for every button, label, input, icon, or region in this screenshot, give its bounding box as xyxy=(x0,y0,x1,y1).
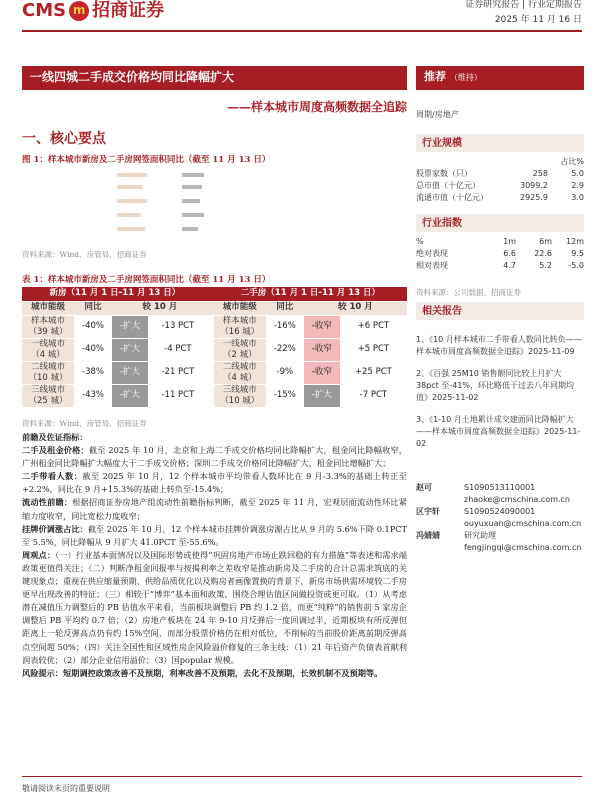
label-indicators: 前瞻及佐证指标： xyxy=(22,432,88,442)
index-source: 资料来源：公司数据、招商证券 xyxy=(416,288,521,297)
cell-vs: -13 PCT xyxy=(148,315,208,338)
analyst-id: S1090524090001 xyxy=(464,507,536,516)
industry-category: 周期/房地产 xyxy=(416,110,459,119)
col-yoy-2: 同比 xyxy=(266,301,304,315)
reports-list xyxy=(416,334,584,460)
text-visits: 截至 2025 年 10 月，12 个样本城市平均带看人数环比在 9 月-3.3%的基础上转正至+2.2%，同比在 9 月+15.3%的基础上转负至-15.4%； xyxy=(22,471,407,495)
cell-vs: +25 PCT xyxy=(340,361,407,384)
cell-city: 二线城市 （10 城） xyxy=(22,361,74,384)
table-row xyxy=(22,338,407,361)
col-city-2: 城市能级 xyxy=(214,301,266,315)
second-header: 二手房（11 月 1 日-11 月 13 日） xyxy=(214,287,407,301)
cell-yoy: -40% xyxy=(74,338,112,361)
col-vs-2: 较 10 月 xyxy=(304,301,407,315)
report-link[interactable]: 2、《百强 25M10 销售额同比较上月扩大 38pct 至-41%，环比略低于过去八年同期均值》2025-11-02 xyxy=(416,369,575,402)
logo-cn: 招商证券 xyxy=(92,0,165,22)
text-listing: 截至 2025 年 10 月，12 个样本城市挂牌价调涨房源占比从 9 月的 5.6%下降 0.1PCT 至 5.5%，同比降幅从 9 月扩大 41.0PCT 至-55.6%。 xyxy=(22,523,407,547)
label-visits: 二手带看人数： xyxy=(22,471,83,482)
figure-chart xyxy=(22,167,407,245)
cell-city: 三线城市 （10 城） xyxy=(214,384,266,407)
cell-city: 二线城市 （4 城） xyxy=(214,361,266,384)
cell-yoy: -16% xyxy=(266,315,304,338)
body-text xyxy=(22,431,407,680)
figure-caption: 图 1：样本城市新房及二手房网签面积同比（截至 11 月 13 日） xyxy=(22,155,271,165)
analyst-email[interactable]: fengjingqi@cmschina.com.cn xyxy=(464,543,582,552)
index-heading: 行业指数 xyxy=(416,214,584,232)
logo-mark-icon: m xyxy=(69,1,89,21)
index-row: 绝对表现 6.6 22.6 9.5 xyxy=(416,248,584,258)
cell-yoy: -38% xyxy=(74,361,112,384)
cell-city: 样本城市 （16 城） xyxy=(214,315,266,338)
analyst-name: 冯婧婧 xyxy=(416,531,440,540)
company-logo xyxy=(22,0,164,22)
header-divider xyxy=(22,30,582,32)
footer-note: 敬请阅读末页的重要说明 xyxy=(22,784,110,793)
col-yoy: 同比 xyxy=(74,301,112,315)
rating-label: 推荐 xyxy=(424,70,446,83)
label-price: 二手及租金价格： xyxy=(22,445,89,456)
col-city: 城市能级 xyxy=(22,301,74,315)
rating-sub: （维持） xyxy=(449,73,482,82)
scale-row: 流通市值（十亿元） 2925.9 3.0 xyxy=(416,192,584,202)
cell-vs: -21 PCT xyxy=(148,361,208,384)
figure-source: 资料来源：Wind、房管局、招商证券 xyxy=(22,250,147,259)
scale-row: 股票家数（只） 258 5.0 xyxy=(416,168,584,178)
footer-divider xyxy=(22,776,582,777)
scale-heading: 行业规模 xyxy=(416,134,584,152)
table-row xyxy=(22,361,407,384)
analyst-name: 赵可 xyxy=(416,483,432,492)
table-caption: 表 1：样本城市新房及二手房网签面积同比（截至 11 月 13 日） xyxy=(22,275,271,285)
rating-band xyxy=(416,66,584,90)
label-risk: 风险提示： xyxy=(22,667,63,678)
cell-trend: -收窄 xyxy=(304,361,340,384)
cell-trend: -扩大 xyxy=(112,315,148,338)
new-header: 新房（11 月 1 日-11 月 13 日） xyxy=(22,287,208,301)
cell-yoy: -15% xyxy=(266,384,304,407)
analyst-list xyxy=(416,482,584,554)
report-date: 2025 年 11 月 16 日 xyxy=(494,14,582,25)
scale-table xyxy=(416,156,584,204)
analyst-name: 区宇轩 xyxy=(416,507,440,516)
table-source: 资料来源：Wind、房管局、招商证券 xyxy=(22,419,147,428)
logo-en: CMS xyxy=(22,0,67,22)
col-vs: 较 10 月 xyxy=(112,301,208,315)
cell-trend: -扩大 xyxy=(112,338,148,361)
analyst-email[interactable]: ouyuxuan@cmschina.com.cn xyxy=(464,519,582,528)
cell-vs: -4 PCT xyxy=(148,338,208,361)
cell-yoy: -22% xyxy=(266,338,304,361)
text-risk: 短期调控政策改善不及预期，利率改善不及预期，去化不及预期，长效机制不及预期等。 xyxy=(62,667,383,678)
cell-city: 样本城市 （39 城） xyxy=(22,315,74,338)
data-table xyxy=(22,287,407,408)
index-row: 相对表现 4.7 5.2 -5.0 xyxy=(416,260,584,270)
section-heading: 一、核心要点 xyxy=(22,131,106,147)
index-table: % 1m 6m 12m 绝对表现 6.6 22.6 9.5 相对表现 4.7 5.2 -5.0 xyxy=(416,236,584,272)
label-weekly: 周观点： xyxy=(22,549,56,560)
figure-bars xyxy=(117,173,204,231)
cell-city: 一线城市 （2 城） xyxy=(214,338,266,361)
label-liquidity: 流动性前瞻： xyxy=(22,497,73,508)
cell-vs: +5 PCT xyxy=(340,338,407,361)
report-type: 证券研究报告 | 行业定期报告 xyxy=(465,0,582,10)
report-link[interactable]: 3、《1-10 月土地累计成交建面同比降幅扩大——样本城市周度高频数据全追踪》2025-11-02 xyxy=(416,415,581,448)
cell-vs: -11 PCT xyxy=(148,384,208,407)
analyst-id: S1090513110001 xyxy=(464,483,536,492)
analyst-id: 研究助理 xyxy=(464,531,496,540)
cell-vs: +6 PCT xyxy=(340,315,407,338)
label-listing: 挂牌价调涨占比： xyxy=(22,523,88,534)
text-weekly: （一）行业基本面情况以及国际形势或使得“巩固房地产市场止跌回稳的有力措施”等表述和需求端政策更值得关注；（二）判断净租金回报率与按揭利率之差收窄是推动新房及二手房的合计总需求筑底的关键现象点；重视在供应缩量预期、供给品质优化以及购房者画像置换的背景下，新房市场供需环境较二手房更早出现改善的特征；（三）相较于“博弈”基本面和政策，围绕合理估值区间做投资或更可取。（1）从考虑潜在减值压力调整后的 PB 估值水平来看，当前板块调整后 PB 约 1.2 倍，而更“纯粹”的销售前 5 家房企调整后 PB 平均约 0.7 倍；（2）房地产板块在 24 年 9-10 月反弹后一度回调过半，近期板块有所反弹但距离上一轮反弹高点仍有约 15%空间，而部分股票价格仍在相对低位，不削标的当前股价距离前期反弹高点空间超 50%；（四）关注全国性和区域性房企风险溢价修复的三条主线：（1）21 年后资产负债表首献利润表较优；（2）部分企业信用溢价；（3）国popular 规模。 xyxy=(22,549,407,665)
cell-trend: -收窄 xyxy=(304,338,340,361)
table-row xyxy=(22,315,407,338)
text-liquidity: 根据招商证券房地产组流动性前瞻指标判断，截至 2025 年 11 月，宏观层面流动性环比紧缩力度收窄，同比宽松力度收窄； xyxy=(22,497,407,521)
text-price: 截至 2025 年 10 月，北京和上海二手成交价格均同比降幅扩大，租金同比降幅收窄，广州租金同比降幅扩大幅度大于二手成交价格；深圳二手成交价格同比降幅扩大，租金同比增幅扩大； xyxy=(22,445,407,469)
table-row xyxy=(22,384,407,407)
analyst-email[interactable]: zhaoke@cmschina.com.cn xyxy=(464,495,570,504)
cell-yoy: -40% xyxy=(74,315,112,338)
cell-trend: -扩大 xyxy=(304,384,340,407)
cell-trend: -扩大 xyxy=(112,361,148,384)
cell-vs: -7 PCT xyxy=(340,384,407,407)
report-title: 一线四城二手成交价格均同比降幅扩大 xyxy=(22,66,407,90)
cell-trend: -收窄 xyxy=(304,315,340,338)
scale-col: 占比% xyxy=(560,156,584,166)
cell-city: 三线城市 （25 城） xyxy=(22,384,74,407)
cell-trend: -扩大 xyxy=(112,384,148,407)
cell-yoy: -9% xyxy=(266,361,304,384)
scale-row: 总市值（十亿元） 3099.2 2.9 xyxy=(416,180,584,190)
reports-heading: 相关报告 xyxy=(416,302,584,320)
page-header xyxy=(0,0,600,32)
report-subtitle: ——样本城市周度高频数据全追踪 xyxy=(226,100,407,114)
report-link[interactable]: 1、《10 月样本城市二手带看人数同比转负——样本城市周度高频数据全追踪》2025-11-09 xyxy=(416,335,582,356)
cell-yoy: -43% xyxy=(74,384,112,407)
cell-city: 一线城市 （4 城） xyxy=(22,338,74,361)
